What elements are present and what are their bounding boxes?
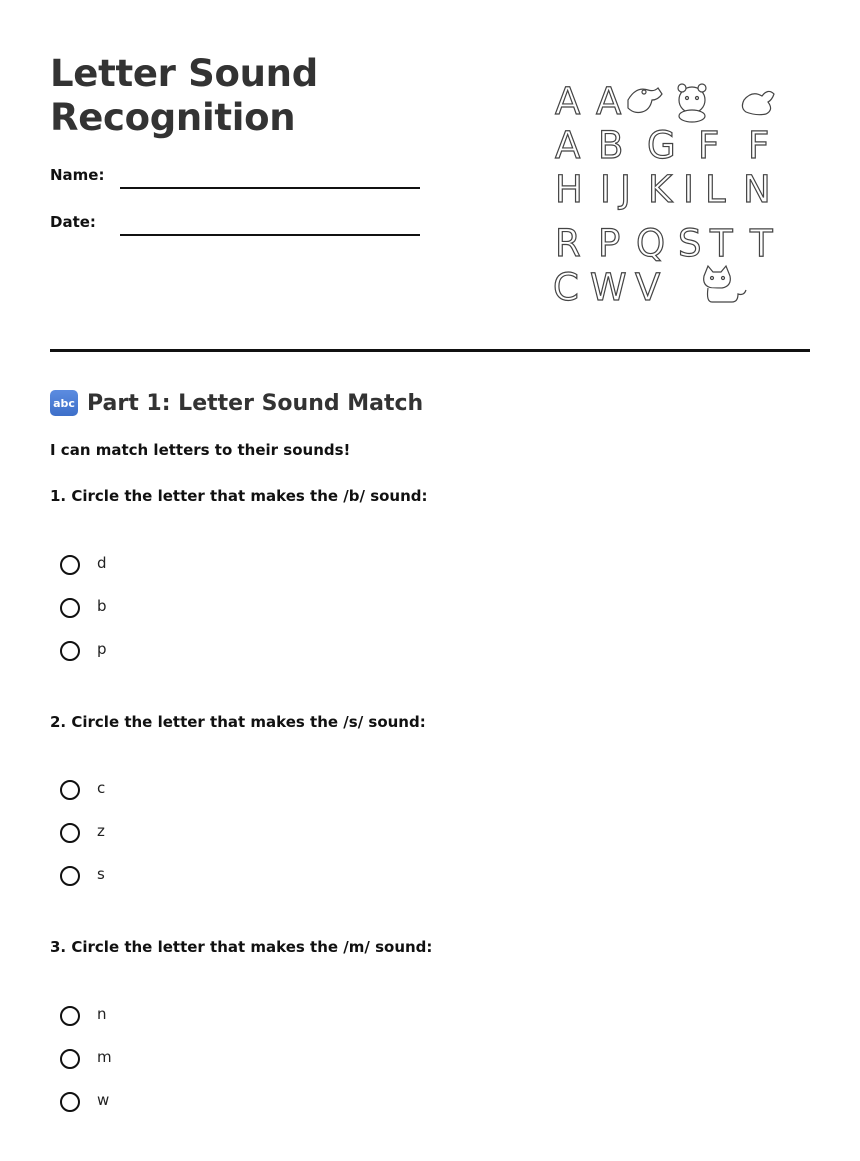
art-letter: N <box>743 168 771 211</box>
question-1-option-1[interactable] <box>60 553 107 577</box>
art-letter: W <box>590 266 627 309</box>
art-letter: A <box>555 80 581 123</box>
art-letter: F <box>748 124 770 167</box>
alphabet-illustration <box>548 78 798 314</box>
art-letter: G <box>647 124 676 167</box>
question-2-option-1[interactable] <box>60 778 105 802</box>
art-letter: R <box>555 222 581 265</box>
section-title: Part 1: Letter Sound Match <box>87 390 424 416</box>
art-letter: P <box>598 222 621 265</box>
question-2-option-2[interactable] <box>60 821 105 845</box>
question-1-option-3[interactable] <box>60 639 107 663</box>
title-line-2: Recognition <box>50 96 296 139</box>
question-3-option-3[interactable] <box>60 1090 109 1114</box>
abc-icon: abc <box>50 390 78 416</box>
header-divider <box>50 349 810 352</box>
option-label: s <box>97 865 105 883</box>
radio-button[interactable] <box>60 780 80 800</box>
question-2-prompt: 2. Circle the letter that makes the /s/ sound: <box>50 713 426 731</box>
radio-button[interactable] <box>60 641 80 661</box>
art-letter: A <box>596 80 622 123</box>
radio-button[interactable] <box>60 866 80 886</box>
art-letter: I <box>683 168 694 211</box>
art-letter: K <box>648 168 673 211</box>
question-3-prompt: 3. Circle the letter that makes the /m/ sound: <box>50 938 433 956</box>
option-label: d <box>97 554 107 572</box>
option-label: w <box>97 1091 110 1109</box>
radio-button[interactable] <box>60 1006 80 1026</box>
date-line[interactable] <box>120 234 420 236</box>
cat-icon <box>704 266 746 302</box>
art-letter: T <box>750 222 773 265</box>
option-label: c <box>97 779 106 797</box>
art-letter: L <box>705 168 726 211</box>
option-label: m <box>97 1048 112 1066</box>
option-label: z <box>97 822 105 840</box>
dog-icon <box>742 91 774 114</box>
radio-button[interactable] <box>60 555 80 575</box>
option-label: n <box>97 1005 107 1023</box>
section-header <box>50 390 423 416</box>
art-letter: B <box>598 124 624 167</box>
date-label: Date: <box>50 213 96 231</box>
radio-button[interactable] <box>60 598 80 618</box>
name-label: Name: <box>50 166 105 184</box>
question-2-option-3[interactable] <box>60 864 105 888</box>
art-letter: J <box>620 168 631 211</box>
name-line[interactable] <box>120 187 420 189</box>
art-letter: H <box>555 168 583 211</box>
art-letter: T <box>710 222 733 265</box>
art-letter: A <box>555 124 581 167</box>
art-letter: V <box>635 266 661 309</box>
option-label: b <box>97 597 107 615</box>
radio-button[interactable] <box>60 1049 80 1069</box>
art-letter: I <box>600 168 611 211</box>
question-3-option-2[interactable] <box>60 1047 112 1071</box>
bear-icon <box>678 84 706 122</box>
question-1-prompt: 1. Circle the letter that makes the /b/ sound: <box>50 487 428 505</box>
question-3-option-1[interactable] <box>60 1004 107 1028</box>
crocodile-icon <box>628 88 662 113</box>
art-letter: C <box>553 266 579 309</box>
question-1-option-2[interactable] <box>60 596 107 620</box>
section-intro: I can match letters to their sounds! <box>50 441 351 459</box>
option-label: p <box>97 640 107 658</box>
art-letter: F <box>698 124 720 167</box>
page-title <box>50 52 318 140</box>
art-letter: S <box>678 222 702 265</box>
radio-button[interactable] <box>60 823 80 843</box>
radio-button[interactable] <box>60 1092 80 1112</box>
title-line-1: Letter Sound <box>50 52 318 95</box>
art-letter: Q <box>636 222 666 265</box>
